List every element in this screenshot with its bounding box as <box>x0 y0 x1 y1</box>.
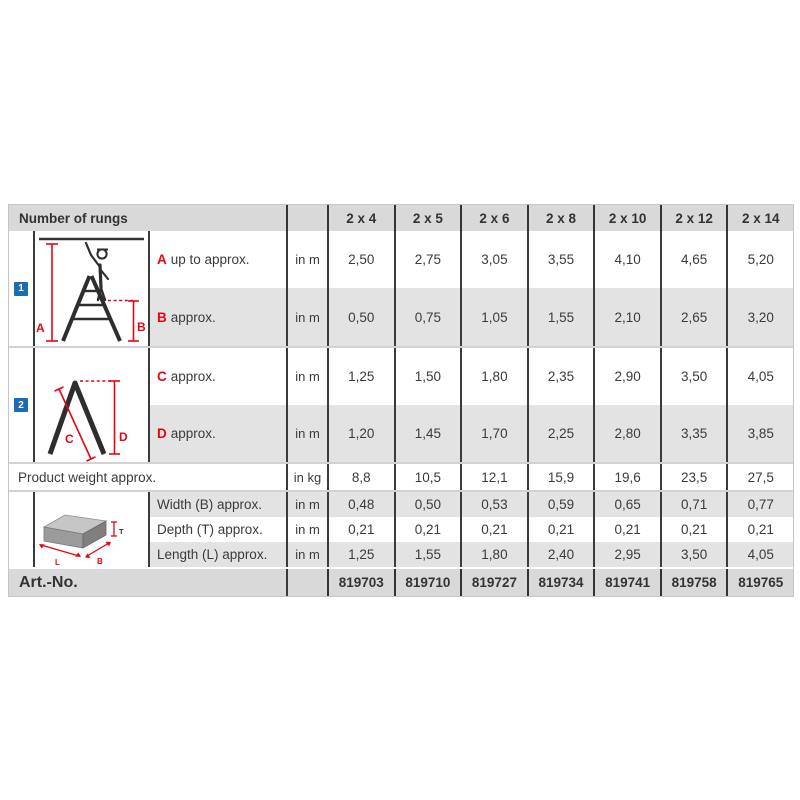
row-d-label <box>148 405 286 462</box>
value-cell: 4,10 <box>593 231 660 288</box>
value-cell: 0,77 <box>726 492 793 517</box>
value-cell: 2,95 <box>593 542 660 567</box>
value-cell: 2,50 <box>327 231 394 288</box>
value-cell: 819727 <box>460 569 527 596</box>
value-cell: 0,50 <box>327 288 394 346</box>
group-2-badge-cell <box>9 348 33 462</box>
row-c-label <box>148 348 286 405</box>
row-d-text: approx. <box>170 426 216 441</box>
badge-2: 2 <box>14 398 28 412</box>
value-cell: 1,70 <box>460 405 527 462</box>
value-cell: 1,25 <box>327 348 394 405</box>
row-a-letter: A <box>157 252 167 267</box>
product-weight-label: Product weight approx. <box>9 464 286 490</box>
art-no-row <box>9 567 793 596</box>
value-cell: 0,21 <box>394 517 461 542</box>
row-depth <box>148 517 793 542</box>
product-spec-table <box>8 204 794 597</box>
value-cell: 0,21 <box>593 517 660 542</box>
header-unit-cell <box>286 205 327 231</box>
art-no-values <box>327 569 793 596</box>
value-cell: 2,75 <box>394 231 461 288</box>
value-cell: 0,21 <box>327 517 394 542</box>
value-cell: 2,65 <box>660 288 727 346</box>
value-cell: 12,1 <box>460 464 527 490</box>
header-row <box>9 205 793 231</box>
row-d-letter: D <box>157 426 167 441</box>
value-cell: 3,20 <box>726 288 793 346</box>
dim-letter-a: A <box>36 321 45 335</box>
value-cell: 0,21 <box>660 517 727 542</box>
value-cell: 1,25 <box>327 542 394 567</box>
value-cell: 1,50 <box>394 348 461 405</box>
value-cell: 2 x 5 <box>394 205 461 231</box>
row-c-text: approx. <box>170 369 216 384</box>
value-cell: 8,8 <box>327 464 394 490</box>
value-cell: 819758 <box>660 569 727 596</box>
value-cell: 0,21 <box>460 517 527 542</box>
row-a-label <box>148 231 286 288</box>
row-c-values <box>327 348 793 405</box>
value-cell: 0,71 <box>660 492 727 517</box>
row-a <box>148 231 793 288</box>
row-c <box>148 348 793 405</box>
value-cell: 19,6 <box>593 464 660 490</box>
value-cell: 0,59 <box>527 492 594 517</box>
row-width-values <box>327 492 793 517</box>
value-cell: 819710 <box>394 569 461 596</box>
product-weight-values <box>327 464 793 490</box>
package-illustration-cell <box>33 492 148 567</box>
row-a-text: up to approx. <box>170 252 250 267</box>
row-length <box>148 542 793 567</box>
row-c-letter: C <box>157 369 167 384</box>
value-cell: 2 x 10 <box>593 205 660 231</box>
value-cell: 0,48 <box>327 492 394 517</box>
value-cell: 1,80 <box>460 542 527 567</box>
row-depth-unit: in m <box>286 517 327 542</box>
row-width <box>148 492 793 517</box>
value-cell: 0,21 <box>726 517 793 542</box>
art-no-label: Art.-No. <box>9 569 286 596</box>
row-length-unit: in m <box>286 542 327 567</box>
value-cell: 2,80 <box>593 405 660 462</box>
row-width-label: Width (B) approx. <box>148 492 286 517</box>
value-cell: 2 x 14 <box>726 205 793 231</box>
value-cell: 819741 <box>593 569 660 596</box>
value-cell: 0,50 <box>394 492 461 517</box>
row-b <box>148 288 793 346</box>
product-weight-row <box>9 462 793 490</box>
row-a-values <box>327 231 793 288</box>
value-cell: 2 x 12 <box>660 205 727 231</box>
dim-letter-t: T <box>119 527 124 536</box>
package-badge-cell <box>9 492 33 567</box>
group-2 <box>9 346 793 462</box>
value-cell: 1,45 <box>394 405 461 462</box>
row-width-unit: in m <box>286 492 327 517</box>
stepladder-with-person-illustration <box>35 231 148 346</box>
value-cell: 2,90 <box>593 348 660 405</box>
value-cell: 0,65 <box>593 492 660 517</box>
row-length-label: Length (L) approx. <box>148 542 286 567</box>
value-cell: 2 x 8 <box>527 205 594 231</box>
value-cell: 5,20 <box>726 231 793 288</box>
package-box-illustration <box>35 492 148 567</box>
value-cell: 819765 <box>726 569 793 596</box>
header-columns <box>327 205 793 231</box>
product-weight-unit: in kg <box>286 464 327 490</box>
badge-1: 1 <box>14 282 28 296</box>
value-cell: 4,65 <box>660 231 727 288</box>
package-group <box>9 490 793 567</box>
dim-letter-b: B <box>137 320 146 334</box>
value-cell: 4,05 <box>726 542 793 567</box>
row-length-values <box>327 542 793 567</box>
header-number-of-rungs: Number of rungs <box>9 205 286 231</box>
value-cell: 1,05 <box>460 288 527 346</box>
value-cell: 3,05 <box>460 231 527 288</box>
dim-letter-b2: B <box>97 557 103 566</box>
value-cell: 27,5 <box>726 464 793 490</box>
value-cell: 0,75 <box>394 288 461 346</box>
dim-letter-c: C <box>65 432 74 446</box>
row-c-unit: in m <box>286 348 327 405</box>
row-d <box>148 405 793 462</box>
dim-letter-l: L <box>55 558 60 567</box>
value-cell: 2,10 <box>593 288 660 346</box>
group-1-illustration-cell <box>33 231 148 346</box>
row-depth-label: Depth (T) approx. <box>148 517 286 542</box>
value-cell: 2 x 4 <box>327 205 394 231</box>
a-frame-ladder-illustration <box>35 348 148 462</box>
value-cell: 2,35 <box>527 348 594 405</box>
value-cell: 3,55 <box>527 231 594 288</box>
value-cell: 819734 <box>527 569 594 596</box>
group-1 <box>9 231 793 346</box>
group-2-illustration-cell <box>33 348 148 462</box>
value-cell: 2,25 <box>527 405 594 462</box>
dim-letter-d: D <box>119 430 128 444</box>
art-no-unit-cell <box>286 569 327 596</box>
row-b-label <box>148 288 286 346</box>
group-1-badge-cell <box>9 231 33 346</box>
row-b-unit: in m <box>286 288 327 346</box>
value-cell: 1,55 <box>527 288 594 346</box>
row-b-letter: B <box>157 309 167 325</box>
value-cell: 3,85 <box>726 405 793 462</box>
value-cell: 10,5 <box>394 464 461 490</box>
value-cell: 3,50 <box>660 542 727 567</box>
value-cell: 1,80 <box>460 348 527 405</box>
value-cell: 3,50 <box>660 348 727 405</box>
value-cell: 2,40 <box>527 542 594 567</box>
value-cell: 1,20 <box>327 405 394 462</box>
row-depth-values <box>327 517 793 542</box>
row-d-values <box>327 405 793 462</box>
value-cell: 819703 <box>327 569 394 596</box>
value-cell: 23,5 <box>660 464 727 490</box>
value-cell: 2 x 6 <box>460 205 527 231</box>
row-d-unit: in m <box>286 405 327 462</box>
value-cell: 15,9 <box>527 464 594 490</box>
value-cell: 3,35 <box>660 405 727 462</box>
row-a-unit: in m <box>286 231 327 288</box>
value-cell: 4,05 <box>726 348 793 405</box>
value-cell: 0,53 <box>460 492 527 517</box>
value-cell: 0,21 <box>527 517 594 542</box>
value-cell: 1,55 <box>394 542 461 567</box>
row-b-text: approx. <box>170 309 216 325</box>
row-b-values <box>327 288 793 346</box>
